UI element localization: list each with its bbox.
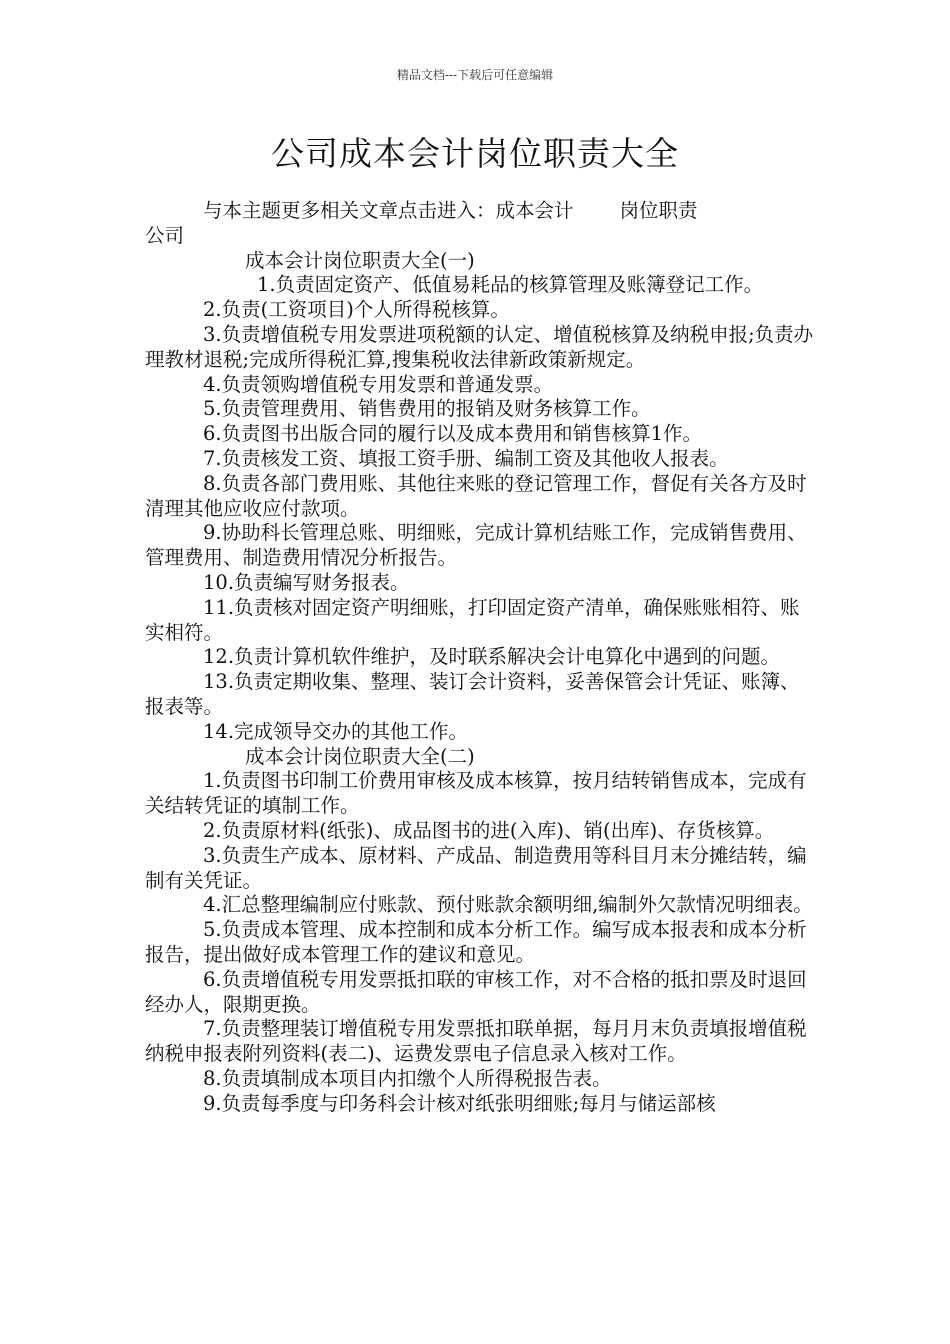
document-title: 公司成本会计岗位职责大全 [271,134,679,173]
section1-item-12: 12.负责计算机软件维护，及时联系解决会计电算化中遇到的问题。 [203,645,781,669]
section1-item-13: 13.负责定期收集、整理、装订会计资料，妥善保管会计凭证、账簿、报表等。 [145,670,800,718]
section2-item-6: 6.负责增值税专用发票抵扣联的审核工作，对不合格的抵扣票及时退回经办人，限期更换。 [145,967,807,1016]
section2-item-8: 8.负责填制成本项目内扣缴个人所得税报告表。 [203,1066,612,1090]
header-note: 精品文档---下载后可任意编辑 [396,68,554,82]
section2-item-7: 7.负责整理装订增值税专用发票抵扣联单据，每月月末负责填报增值税纳税申报表附列资料(表二)、运费发票电子信息录入核对工作。 [145,1017,807,1066]
section2-heading: 成本会计岗位职责大全(二) [245,744,475,768]
section1-item-7: 7.负责核发工资、填报工资手册、编制工资及其他收人报表。 [203,446,729,470]
section2-item-9: 9.负责每季度与印务科会计核对纸张明细账;每月与储运部核 [203,1091,716,1115]
section1-item-3: 3.负责增值税专用发票进项税额的认定、增值税核算及纳税申报;负责办理教材退税;完成所得税汇算,搜集税收法律新政策新规定。 [145,322,814,371]
related-link-company[interactable]: 公司 [145,223,185,247]
section1-item-5: 5.负责管理费用、销售费用的报销及财务核算工作。 [203,397,651,421]
section1-item-4: 4.负责领购增值税专用发票和普通发票。 [203,372,554,396]
section1-item-6: 6.负责图书出版合同的履行以及成本费用和销售核算1作。 [203,422,703,446]
related-link-job-duties[interactable]: 岗位职责 [619,199,698,222]
document-body [145,199,815,1116]
section1-item-10: 10.负责编写财务报表。 [203,570,410,594]
section2-item-1: 1.负责图书印制工价费用审核及成本核算，按月结转销售成本，完成有关结转凭证的填制工作。 [145,769,807,818]
section1-item-1: 1.负责固定资产、低值易耗品的核算管理及账簿登记工作。 [257,273,764,297]
section1-item-14: 14.完成领导交办的其他工作。 [203,719,469,743]
related-links-row [145,199,815,224]
related-prefix: 与本主题更多相关文章点击进入： [203,199,496,222]
section2-item-2: 2.负责原材料(纸张)、成品图书的进(入库)、销(出库)、存货核算。 [203,818,775,842]
section1-item-9: 9.协助科长管理总账、明细账，完成计算机结账工作，完成销售费用、管理费用、制造费用情况分析报告。 [145,521,807,570]
section1-item-8: 8.负责各部门费用账、其他往来账的登记管理工作，督促有关各方及时清理其他应收应付款项。 [145,471,807,520]
section1-item-11: 11.负责核对固定资产明细账，打印固定资产清单，确保账账相符、账实相符。 [145,595,800,644]
section1-item-2: 2.负责(工资项目)个人所得税核算。 [203,298,510,322]
related-link-cost-accounting[interactable]: 成本会计 [495,199,574,222]
section1-heading: 成本会计岗位职责大全(一) [245,248,475,272]
section2-item-5: 5.负责成本管理、成本控制和成本分析工作。编写成本报表和成本分析报告，提出做好成本管理工作的建议和意见。 [145,918,807,966]
section2-item-3: 3.负责生产成本、原材料、产成品、制造费用等科目月末分摊结转，编制有关凭证。 [145,843,807,892]
section2-item-4: 4.汇总整理编制应付账款、预付账款余额明细,编制外欠款情况明细表。 [203,893,813,917]
